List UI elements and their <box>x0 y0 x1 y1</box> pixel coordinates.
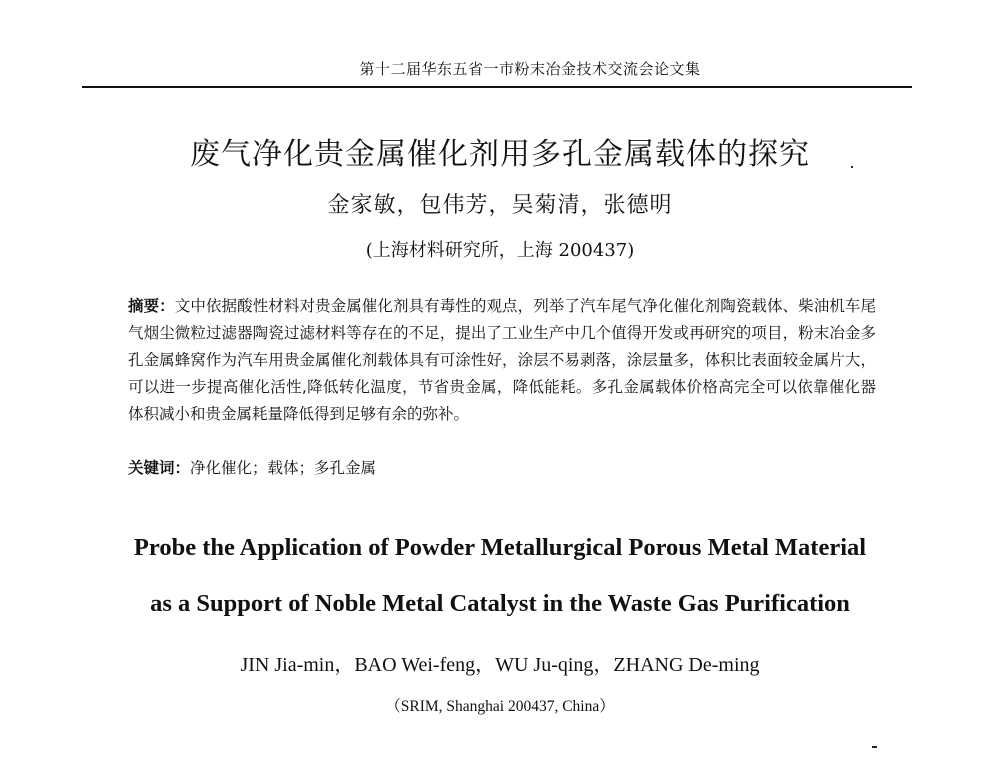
keywords-text: 净化催化；载体；多孔金属 <box>190 459 377 477</box>
chinese-title: 废气净化贵金属催化剂用多孔金属载体的探究 <box>190 137 810 172</box>
abstract-text: 文中依据酸性材料对贵金属催化剂具有毒性的观点，列举了汽车尾气净化催化剂陶瓷载体、柴油机车尾气烟尘微粒过滤器陶瓷过滤材料等存在的不足，提出了工业生产中几个值得开发或再研究的项目，粉末冶金多孔金属蜂窝作为汽车用贵金属催化剂载体具有可涂性好，涂层不易剥落，涂层量多，体积比表面较金属片大，可以进一步提高催化活性,降低转化温度，节省贵金属，降低能耗。多孔金属载体价格高完全可以依靠催化器体积减小和贵金属耗量降低得到足够有余的弥补。 <box>128 297 876 423</box>
chinese-affiliation: (上海材料研究所，上海 200437) <box>365 240 635 261</box>
keywords-label: 关键词： <box>128 459 191 477</box>
abstract-label: 摘要： <box>128 297 175 315</box>
english-authors: JIN Jia-min，BAO Wei-feng，WU Ju-qing，ZHANG De-ming <box>240 654 760 676</box>
header-rule <box>82 86 912 88</box>
chinese-authors: 金家敏，包伟芳，吴菊清，张德明 <box>327 193 673 218</box>
proceedings-header: 第十二届华东五省一市粉末冶金技术交流会论文集 <box>359 60 701 78</box>
scan-speck <box>851 166 853 168</box>
chinese-keywords <box>128 455 876 482</box>
english-affiliation: （SRIM, Shanghai 200437, China） <box>385 698 615 715</box>
scan-speck <box>872 746 877 748</box>
english-title-line-2: as a Support of Noble Metal Catalyst in the Waste Gas Purification <box>150 590 850 617</box>
chinese-abstract <box>128 293 876 428</box>
english-title-line-1: Probe the Application of Powder Metallurgical Porous Metal Material <box>133 534 867 561</box>
